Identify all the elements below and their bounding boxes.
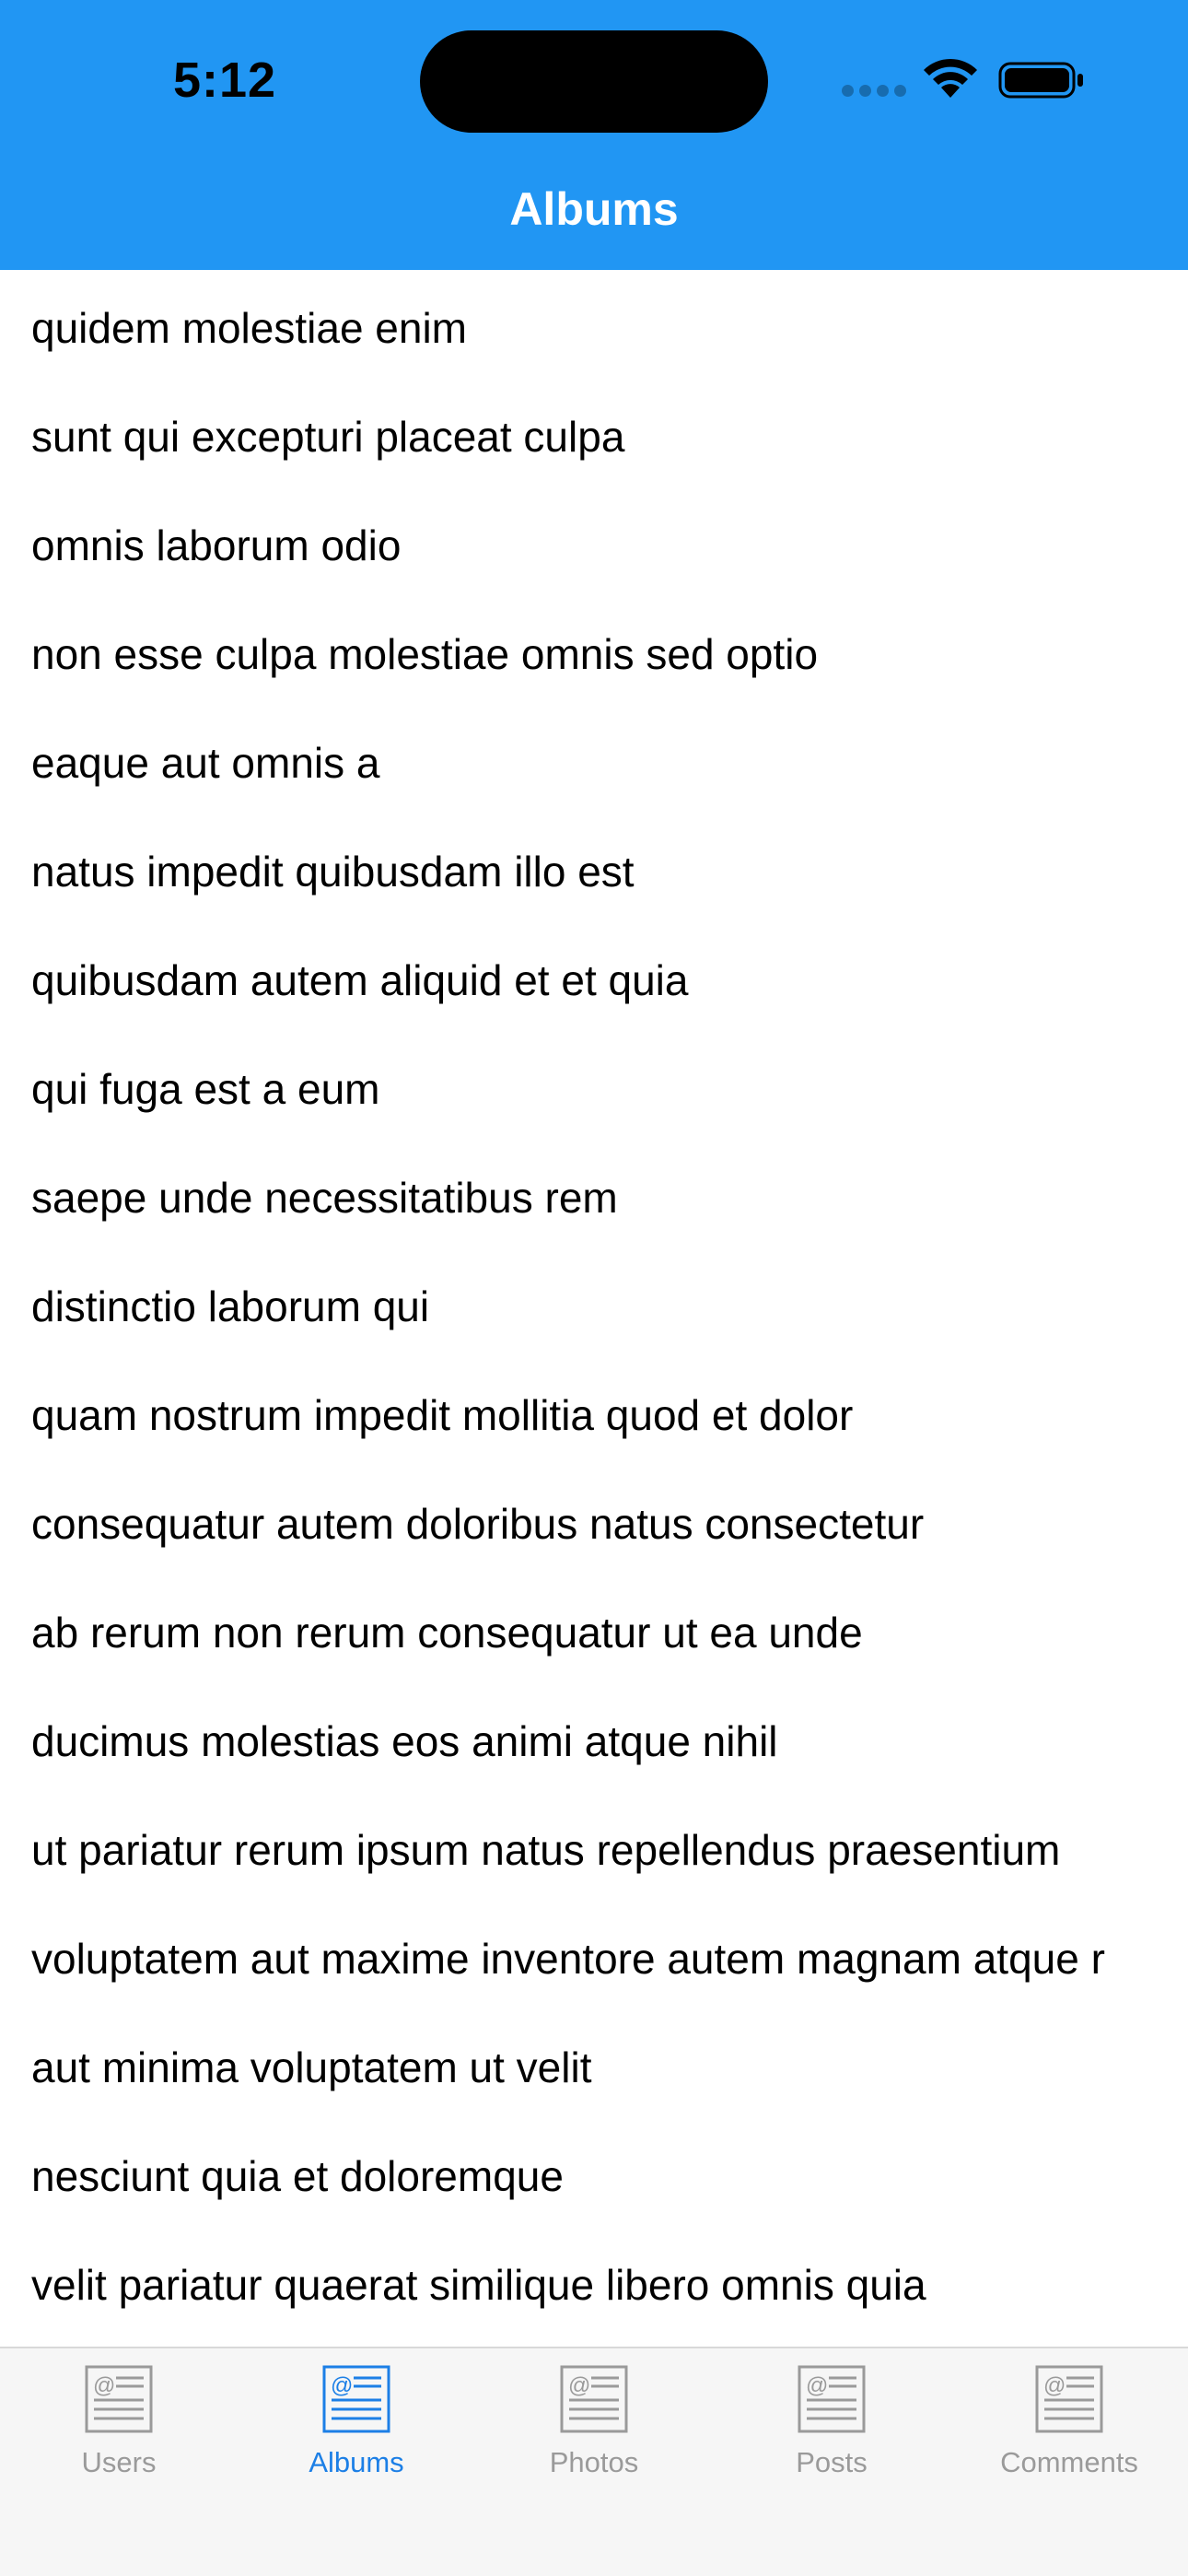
album-list-item[interactable]: saepe unde necessitatibus rem [31, 1174, 618, 1222]
album-list-item[interactable]: ab rerum non rerum consequatur ut ea unde [31, 1609, 863, 1657]
status-time: 5:12 [173, 53, 277, 108]
contact-card-icon [322, 2365, 390, 2433]
album-list-item[interactable]: eaque aut omnis a [31, 739, 380, 787]
wifi-icon [921, 57, 980, 100]
contact-card-icon [1035, 2365, 1103, 2433]
tab-label: Photos [549, 2446, 639, 2478]
album-list-item[interactable]: qui fuga est a eum [31, 1065, 380, 1113]
svg-text:@: @ [1043, 2373, 1066, 2398]
app-header [0, 0, 1188, 270]
album-list-item[interactable]: distinctio laborum qui [31, 1282, 430, 1330]
album-list-item[interactable]: consequatur autem doloribus natus consectetur [31, 1500, 925, 1548]
tab-posts[interactable] [713, 2365, 950, 2503]
tab-albums[interactable] [238, 2365, 475, 2503]
page-title: Albums [509, 183, 679, 235]
tab-label: Posts [796, 2446, 868, 2478]
album-list-item[interactable]: ducimus molestias eos animi atque nihil [31, 1717, 778, 1765]
album-list-item[interactable]: quidem molestiae enim [31, 304, 468, 352]
contact-card-icon [798, 2365, 866, 2433]
album-list-item[interactable]: aut minima voluptatem ut velit [31, 2043, 592, 2091]
cellular-signal-icon [842, 85, 906, 98]
dynamic-island [420, 30, 768, 133]
tab-photos[interactable] [475, 2365, 713, 2503]
tab-label: Albums [309, 2446, 404, 2478]
svg-text:@: @ [331, 2373, 354, 2398]
svg-text:@: @ [93, 2373, 116, 2398]
album-list-item[interactable]: quam nostrum impedit mollitia quod et dolor [31, 1391, 854, 1439]
svg-text:@: @ [806, 2373, 829, 2398]
album-list [0, 270, 1188, 2347]
album-list-item[interactable]: voluptatem aut maxime inventore autem magnam atque r [31, 1935, 1105, 1983]
tab-comments[interactable] [950, 2365, 1188, 2503]
album-list-item[interactable]: sunt qui excepturi placeat culpa [31, 413, 625, 461]
battery-icon [998, 61, 1085, 100]
contact-card-icon [85, 2365, 153, 2433]
album-list-item[interactable]: velit pariatur quaerat similique libero omnis quia [31, 2261, 926, 2309]
album-list-item[interactable]: natus impedit quibusdam illo est [31, 848, 635, 896]
album-list-item[interactable]: non esse culpa molestiae omnis sed optio [31, 630, 819, 678]
svg-text:@: @ [568, 2373, 591, 2398]
album-list-item[interactable]: ut pariatur rerum ipsum natus repellendus praesentium [31, 1826, 1061, 1874]
contact-card-icon [560, 2365, 628, 2433]
tab-label: Users [81, 2446, 157, 2478]
tab-bar [0, 2347, 1188, 2576]
tab-users[interactable] [0, 2365, 238, 2503]
album-list-item[interactable]: nesciunt quia et doloremque [31, 2152, 564, 2200]
album-list-item[interactable]: quibusdam autem aliquid et et quia [31, 956, 689, 1004]
tab-label: Comments [1000, 2446, 1138, 2478]
album-list-item[interactable]: omnis laborum odio [31, 521, 402, 569]
